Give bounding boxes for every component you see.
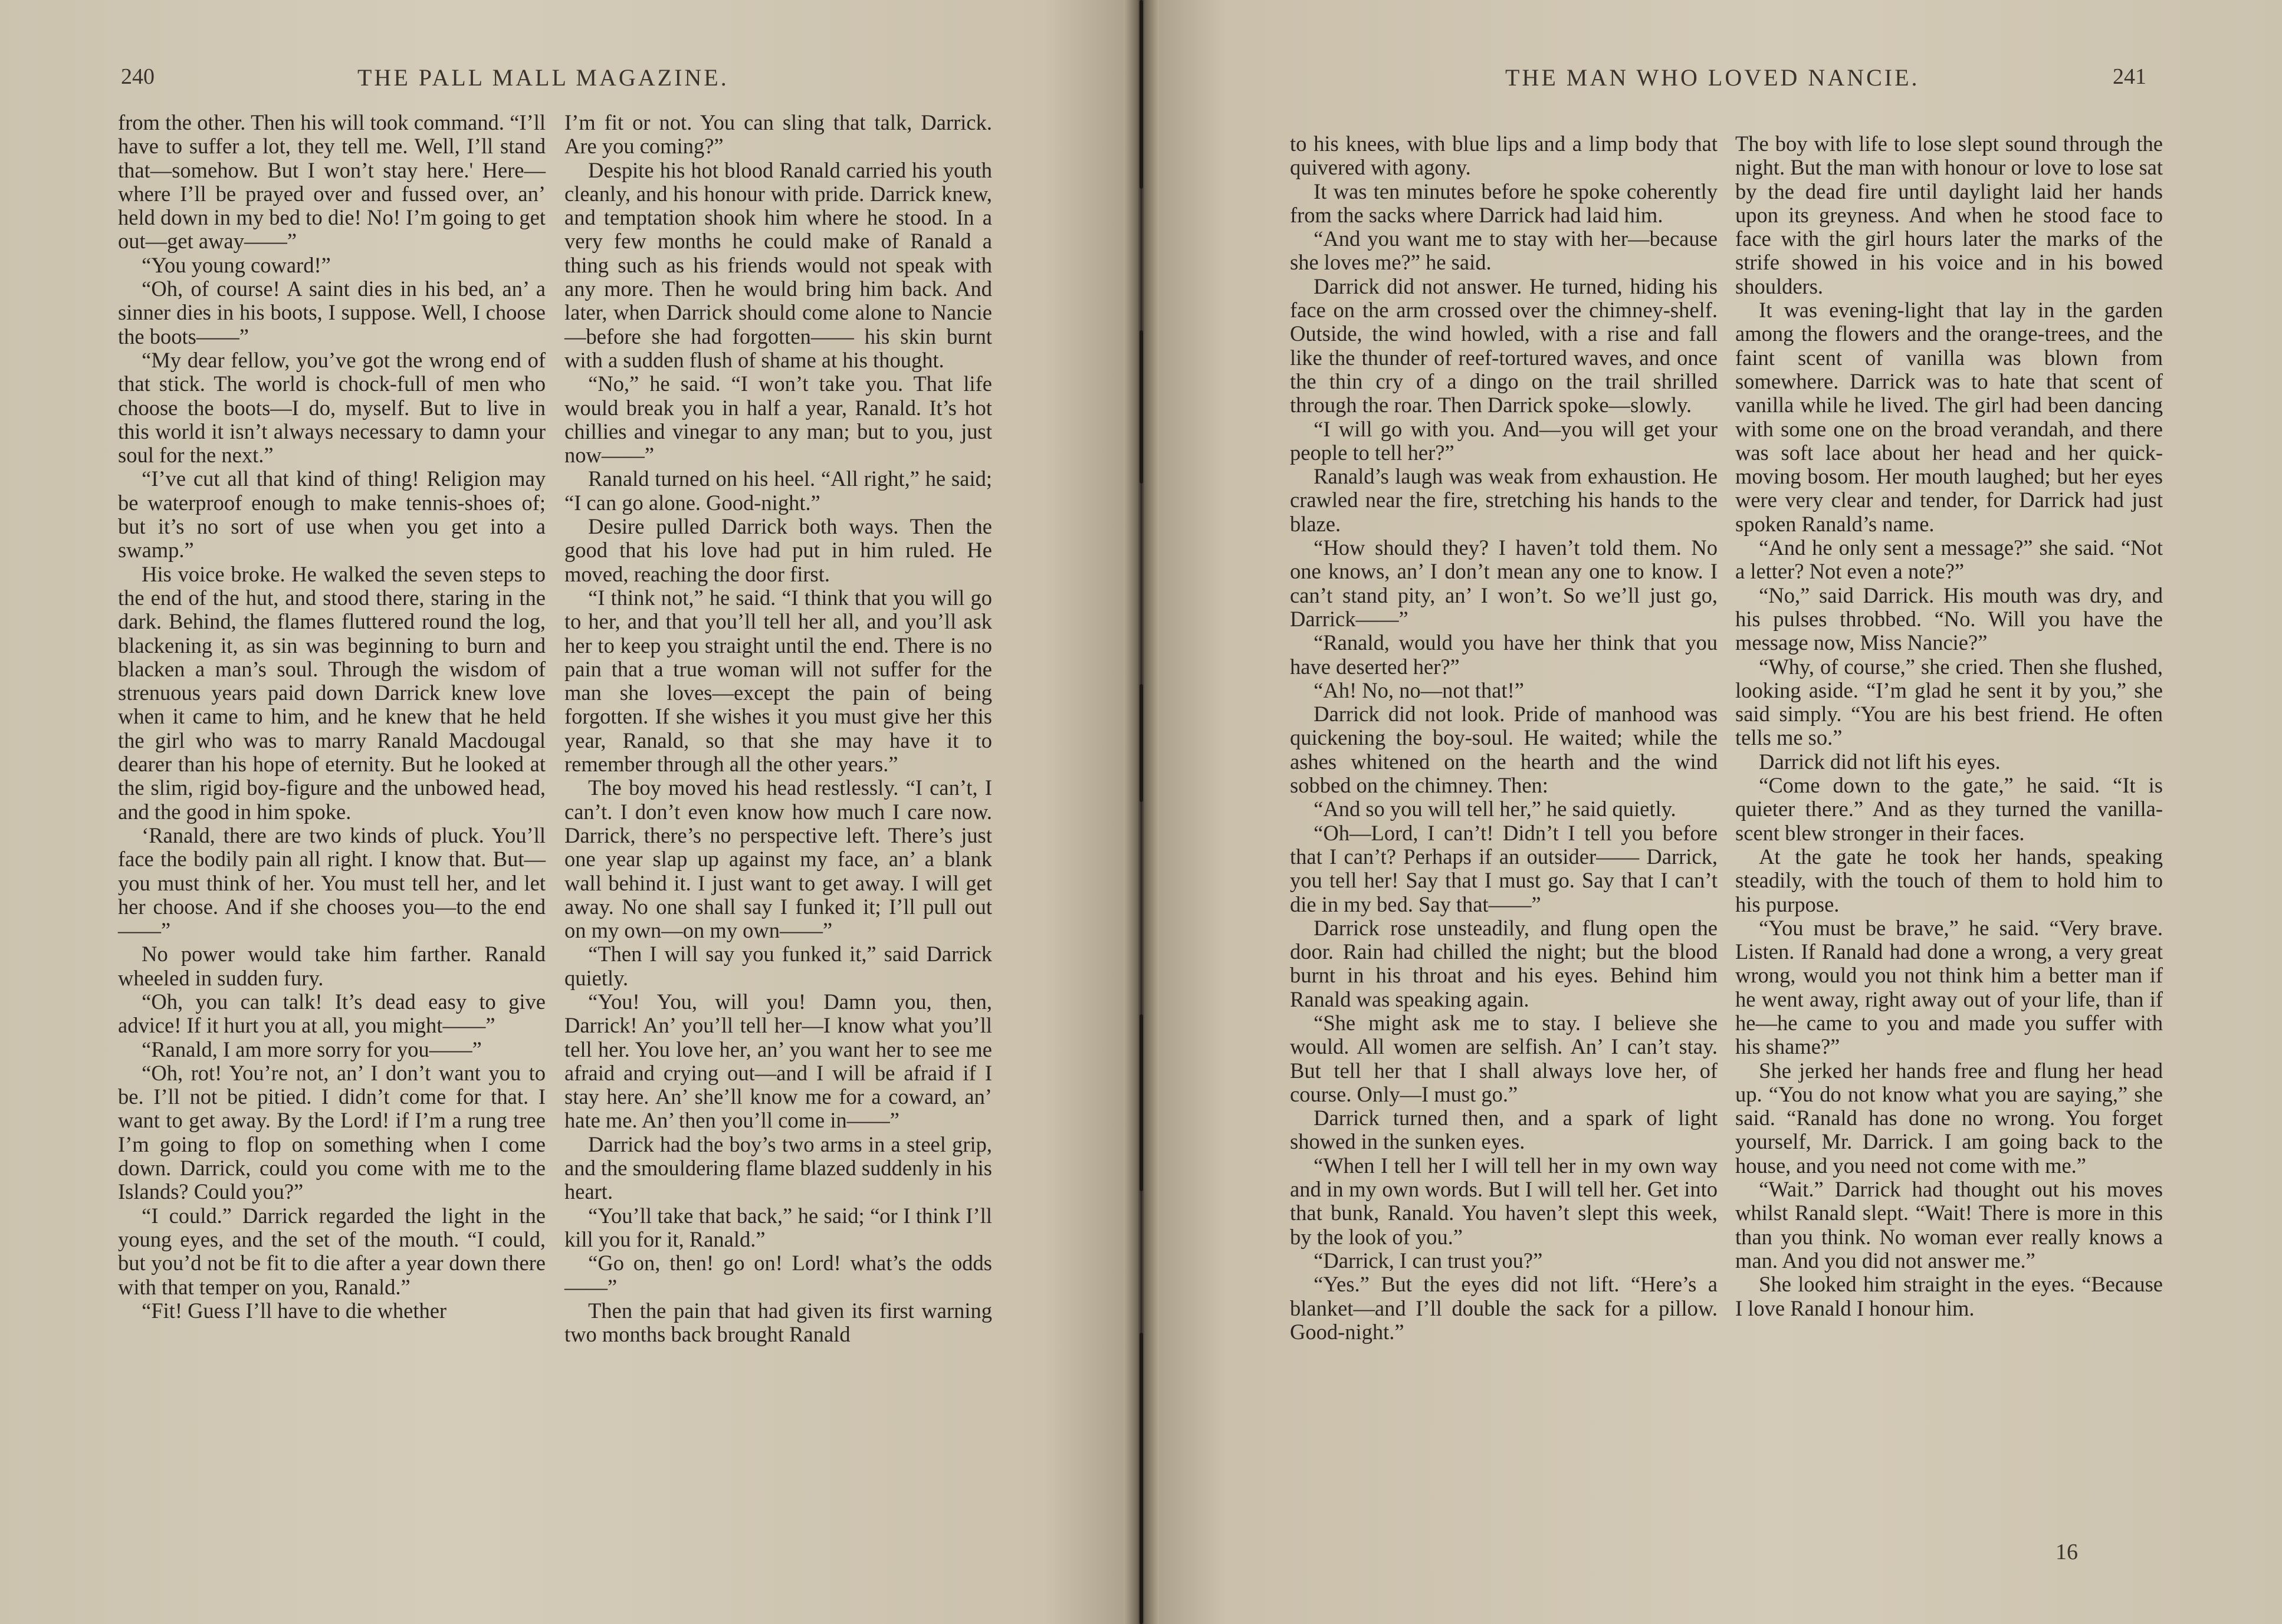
left-page <box>0 0 1135 1624</box>
paragraph: Darrick turned then, and a spark of light showed in the sunken eyes. <box>1290 1106 1718 1154</box>
paragraph: “No,” said Darrick. His mouth was dry, and his pulses throbbed. “No. Will you have the message now, Miss Nancie?” <box>1735 583 2163 655</box>
paragraph: “Darrick, I can trust you?” <box>1314 1248 1543 1273</box>
paragraph: “You’ll take that back,” he said; “or I think I’ll kill you for it, Ranald.” <box>564 1203 992 1251</box>
paragraph: Darrick had the boy’s two arms in a steel grip, and the smouldering flame blazed suddenly in his heart. <box>564 1132 992 1204</box>
right-column-2 <box>1735 132 2163 1320</box>
paragraph: Darrick did not answer. He turned, hiding his face on the arm crossed over the chimney-shelf. Outside, the wind howled, with a rise and fall like the thunder of reef-tortured waves, and once the thin cry of a dingo on the trail shrilled through the roar. Then Darrick spoke—slowly. <box>1290 274 1718 417</box>
paragraph: “Fit! Guess I’ll have to die whether <box>142 1298 447 1323</box>
paragraph: She looked him straight in the eyes. “Because I love Ranald I honour him. <box>1735 1272 2163 1320</box>
running-head-right: THE MAN WHO LOVED NANCIE. <box>1505 64 1920 91</box>
paragraph: It was ten minutes before he spoke coherently from the sacks where Darrick had laid him. <box>1290 179 1718 227</box>
paragraph: “And he only sent a message?” she said. “Not a letter? Not even a note?” <box>1735 535 2163 584</box>
paragraph: “Ah! No, no—not that!” <box>1314 678 1524 702</box>
paragraph: “My dear fellow, you’ve got the wrong end of that stick. The world is chock-full of men who choose the boots—I do, myself. But to live in this world it isn’t always necessary to damn your soul for the next.” <box>118 347 546 468</box>
paragraph: “Ranald, would you have her think that you have deserted her?” <box>1290 630 1718 679</box>
right-page <box>1147 0 2282 1624</box>
paragraph: Ranald’s laugh was weak from exhaustion. He crawled near the fire, stretching his hands to the blaze. <box>1290 464 1718 536</box>
paragraph: “I’ve cut all that kind of thing! Religion may be waterproof enough to make tennis-shoes of; but it’s no sort of use when you get into a swamp.” <box>118 466 546 563</box>
paragraph: Ranald turned on his heel. “All right,” he said; “I can go alone. Good-night.” <box>564 466 992 515</box>
paragraph: “Ranald, I am more sorry for you——” <box>142 1037 482 1061</box>
paragraph: “Oh, you can talk! It’s dead easy to give advice! If it hurt you at all, you might——” <box>118 989 546 1038</box>
signature-mark: 16 <box>2056 1540 2078 1564</box>
running-head-left: THE PALL MALL MAGAZINE. <box>357 64 729 91</box>
paragraph: “When I tell her I will tell her in my own way and in my own words. But I will tell her. Get into that bunk, Ranald. You haven’t slept this week, by the look of you.” <box>1290 1153 1718 1249</box>
paragraph: Darrick did not look. Pride of manhood was quickening the boy-soul. He waited; while the ashes whitened on the hearth and the wind sobbed on the chimney. Then: <box>1290 702 1718 798</box>
paragraph: “Oh—Lord, I can’t! Didn’t I tell you before that I can’t? Perhaps if an outsider—— Darrick, you tell her! Say that I must go. Say that I can’t die in my bed. Say that——” <box>1290 820 1718 916</box>
paragraph: “Oh, of course! A saint dies in his bed, an’ a sinner dies in his boots, I suppose. Well, I choose the boots——” <box>118 277 546 349</box>
left-column-2 <box>564 111 992 1346</box>
paragraph: “You must be brave,” he said. “Very brave. Listen. If Ranald had done a wrong, a very great wrong, would you not think him a better man if he went away, right away out of your life, than if he—he came to you and made you suffer with his shame?” <box>1735 915 2163 1059</box>
paragraph: I’m fit or not. You can sling that talk, Darrick. Are you coming?” <box>564 110 992 159</box>
paragraph: His voice broke. He walked the seven steps to the end of the hut, and stood there, staring in the dark. Behind, the flames fluttered round the log, blackening it, as sin was beginning to burn and blacken a man’s soul. Through the wisdom of strenuous years paid down Darrick knew love when it came to him, and he knew that he held the girl who was to marry Ranald Macdougal dearer than his hope of eternity. But he looked at the slim, rigid boy-figure and the unbowed head, and the good in him spoke. <box>118 561 546 824</box>
paragraph: It was evening-light that lay in the garden among the flowers and the orange-trees, and the faint scent of vanilla was blown from somewhere. Darrick was to hate that scent of vanilla while he lived. The girl had been dancing with some one on the broad verandah, and there was soft lace about her head and her quick-moving bosom. Her mouth laughed; but her eyes were very clear and tender, for Darrick had just spoken Ranald’s name. <box>1735 298 2163 536</box>
paragraph: “And you want me to stay with her—because she loves me?” he said. <box>1290 226 1718 275</box>
paragraph: “Oh, rot! You’re not, an’ I don’t want you to be. I’ll not be pitied. I didn’t come for that. I want to get away. By the Lord! if I’m a rung tree I’m going to flop on something when I come down. Darrick, could you come with me to the Islands? Could you?” <box>118 1060 546 1204</box>
paragraph: Darrick rose unsteadily, and flung open the door. Rain had chilled the night; but the blood burnt in his throat and his eyes. Behind him Ranald was speaking again. <box>1290 915 1718 1011</box>
paragraph: “Yes.” But the eyes did not lift. “Here’s a blanket—and I’ll double the sack for a pillow. Good-night.” <box>1290 1272 1718 1344</box>
page-number-right: 241 <box>2113 64 2146 89</box>
paragraph: from the other. Then his will took command. “I’ll have to suffer a lot, they tell me. Well, I’ll stand that—somehow. But I won’t stay here.' Here—where I’ll be prayed over and fussed over, an’ held down in my bed to die! No! I’m going to get out—get away——” <box>118 110 546 254</box>
paragraph: She jerked her hands free and flung her head up. “You do not know what you are saying,” she said. “Ranald has done no wrong. You forget yourself, Mr. Darrick. I am going back to the house, and you need not come with me.” <box>1735 1058 2163 1178</box>
page-number-left: 240 <box>121 64 155 89</box>
paragraph: “No,” he said. “I won’t take you. That life would break you in half a year, Ranald. It’s hot chillies and vinegar to any man; but to you, just now——” <box>564 372 992 468</box>
left-column-1 <box>118 111 546 1323</box>
paragraph: “I could.” Darrick regarded the light in the young eyes, and the set of the mouth. “I could, but you’d not be fit to die after a year down there with that temper on you, Ranald.” <box>118 1203 546 1299</box>
paragraph: to his knees, with blue lips and a limp body that quivered with agony. <box>1290 132 1718 180</box>
paragraph: “How should they? I haven’t told them. No one knows, an’ I don’t mean any one to know. I can’t stand pity, an’ I won’t. So we’ll just go, Darrick——” <box>1290 535 1718 631</box>
paragraph: “Wait.” Darrick had thought out his moves whilst Ranald slept. “Wait! There is more in this than you think. No woman ever really knows a man. And you did not answer me.” <box>1735 1177 2163 1273</box>
paragraph: No power would take him farther. Ranald wheeled in sudden fury. <box>118 942 546 990</box>
paragraph: “Why, of course,” she cried. Then she flushed, looking aside. “I’m glad he sent it by you,” she said simply. “You are his best friend. He often tells me so.” <box>1735 654 2163 750</box>
paragraph: At the gate he took her hands, speaking steadily, with the touch of them to hold him to his purpose. <box>1735 844 2163 916</box>
paragraph: “You young coward!” <box>142 252 331 277</box>
right-column-1 <box>1290 132 1718 1344</box>
paragraph: The boy with life to lose slept sound through the night. But the man with honour or love to lose sat by the dead fire until daylight laid her hands upon its greyness. And when he stood face to face with the girl hours later the marks of the strife showed in his voice and in his bowed shoulders. <box>1735 132 2163 298</box>
paragraph: “And so you will tell her,” he said quietly. <box>1314 797 1676 821</box>
paragraph: “Go on, then! go on! Lord! what’s the odds——” <box>564 1251 992 1299</box>
paragraph: Despite his hot blood Ranald carried his youth cleanly, and his honour with pride. Darrick knew, and temptation shook him where he stood. In a very few months he could make of Ranald a thing such as his friends would not speak with any more. Then he would bring him back. And later, when Darrick should come alone to Nancie—before she had forgotten—— his skin burnt with a sudden flush of shame at his thought. <box>564 157 992 372</box>
paragraph: The boy moved his head restlessly. “I can’t, I can’t. I don’t even know how much I care now. Darrick, there’s no perspective left. There’s just one year slap up against my face, an’ a blank wall behind it. I just want to get away. I will get away. No one shall say I funked it; I’ll pull out on my own—on my own——” <box>564 775 992 943</box>
paragraph: Darrick did not lift his eyes. <box>1759 749 2001 774</box>
paragraph: “Then I will say you funked it,” said Darrick quietly. <box>564 942 992 990</box>
paragraph: “Come down to the gate,” he said. “It is quieter there.” And as they turned the vanilla-scent blew stronger in their faces. <box>1735 773 2163 845</box>
paragraph: “She might ask me to stay. I believe she would. All women are selfish. An’ I can’t stay. But tell her that I shall always love her, of course. Only—I must go.” <box>1290 1010 1718 1106</box>
paragraph: “I think not,” he said. “I think that you will go to her, and that you’ll tell her all, and you’ll ask her to keep you straight until the end. There is no pain that a true woman will not suffer for the man she loves—except the pain of being forgotten. If she wishes it you must give her this year, Ranald, so that she may have it to remember through all the other years.” <box>564 585 992 777</box>
paragraph: ‘Ranald, there are two kinds of pluck. You’ll face the bodily pain all right. I know that. But—you must think of her. You must tell her, and let her choose. And if she chooses you—to the end——” <box>118 823 546 943</box>
paragraph: “You! You, will you! Damn you, then, Darrick! An’ you’ll tell her—I know what you’ll tell her. You love her, an’ you want her to see me afraid and crying out—and I will be afraid if I stay here. An’ she’ll know me for a coward, an’ hate me. An’ then you’ll come in——” <box>564 989 992 1133</box>
paragraph: Then the pain that had given its first warning two months back brought Ranald <box>564 1298 992 1347</box>
paragraph: “I will go with you. And—you will get your people to tell her?” <box>1290 416 1718 465</box>
paragraph: Desire pulled Darrick both ways. Then the good that his love had put in him ruled. He moved, reaching the door first. <box>564 514 992 586</box>
book-gutter <box>1124 0 1159 1624</box>
